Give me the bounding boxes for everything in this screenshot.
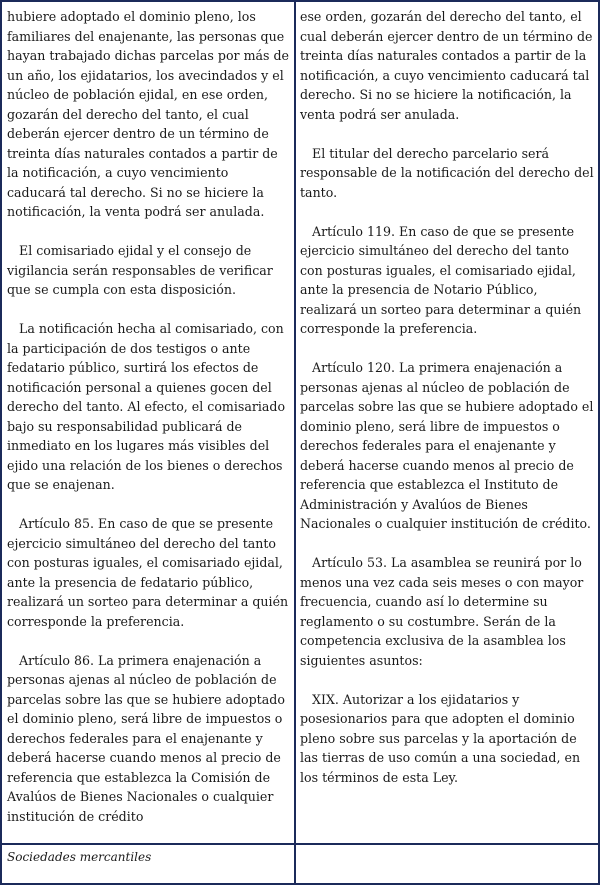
left-column	[7, 7, 290, 826]
right-paragraph: El titular del derecho parcelario será responsable de la notificación del derecho del tanto.	[300, 145, 594, 200]
left-paragraph: Artículo 85. En caso de que se presente ejercicio simultáneo del derecho del tanto con posturas iguales, el comisariado ejidal, ante la presencia de fedatario público, realizará un sorteo para determinar a quién corresponde la preferencia.	[7, 516, 289, 629]
right-paragraph: Artículo 120. La primera enajenación a personas ajenas al núcleo de población de parcelas sobre las que se hubiere adoptado el dominio pleno, será libre de impuestos o derechos federales para el enajenante y deberá hacerse cuando menos al precio de referencia que establezca el Instituto de Administración y Avalúos de Bienes Nacionales o cualquier institución de crédito.	[300, 360, 594, 531]
row-divider	[2, 843, 598, 845]
right-paragraph: ese orden, gozarán del derecho del tanto, el cual deberán ejercer dentro de un término de treinta días naturales contados a partir de la notificación, a cuyo vencimiento caducará tal derecho. Si no se hiciere la notificación, la venta podrá ser anulada.	[300, 9, 593, 122]
left-paragraph: La notificación hecha al comisariado, con la participación de dos testigos o ante fedatario público, surtirá los efectos de notificación personal a quienes gocen del derecho del tanto. Al efecto, el comisariado bajo su responsabilidad publicará de inmediato en los lugares más visibles del ejido una relación de los bienes o derechos que se enajenan.	[7, 321, 286, 492]
right-paragraph: Artículo 119. En caso de que se presente ejercicio simultáneo del derecho del tanto con posturas iguales, el comisariado ejidal, ante la presencia de Notario Público, realizará un sorteo para determinar a quién corresponde la preferencia.	[300, 223, 582, 336]
left-paragraph: Artículo 86. La primera enajenación a personas ajenas al núcleo de población de parcelas sobre las que se hubiere adoptado el dominio pleno, será libre de impuestos o derechos federales para el enajenante y deberá hacerse cuando menos al precio de referencia que establezca la Comisión de Avalúos de Bienes Nacionales o cualquier institución de crédito	[7, 652, 285, 824]
left-paragraph: hubiere adoptado el dominio pleno, los familiares del enajenante, las personas que hayan trabajado dichas parcelas por más de un año, los ejidatarios, los avecindados y el núcleo de población ejidal, en ese orden, gozarán del derecho del tanto, el cual deberán ejercer dentro de un término de treinta días naturales contados a partir de la notificación, a cuyo vencimiento caducará tal derecho. Si no se hiciere la notificación, la venta podrá ser anulada.	[7, 9, 290, 219]
section-label: Sociedades mercantiles	[7, 850, 152, 864]
left-paragraph: El comisariado ejidal y el consejo de vigilancia serán responsables de verificar que se cumpla con esta disposición.	[7, 243, 273, 297]
column-divider	[294, 2, 296, 883]
right-paragraph: Artículo 53. La asamblea se reunirá por lo menos una vez cada seis meses o con mayor frecuencia, cuando así lo determine su reglamento o su costumbre. Serán de la competencia exclusiva de la asamblea los siguientes asuntos:	[300, 555, 584, 668]
right-column	[300, 7, 594, 787]
right-paragraph: XIX. Autorizar a los ejidatarios y posesionarios para que adopten el dominio pleno sobre sus parcelas y la aportación de las tierras de uso común a una sociedad, en los términos de esta Ley.	[300, 691, 581, 785]
